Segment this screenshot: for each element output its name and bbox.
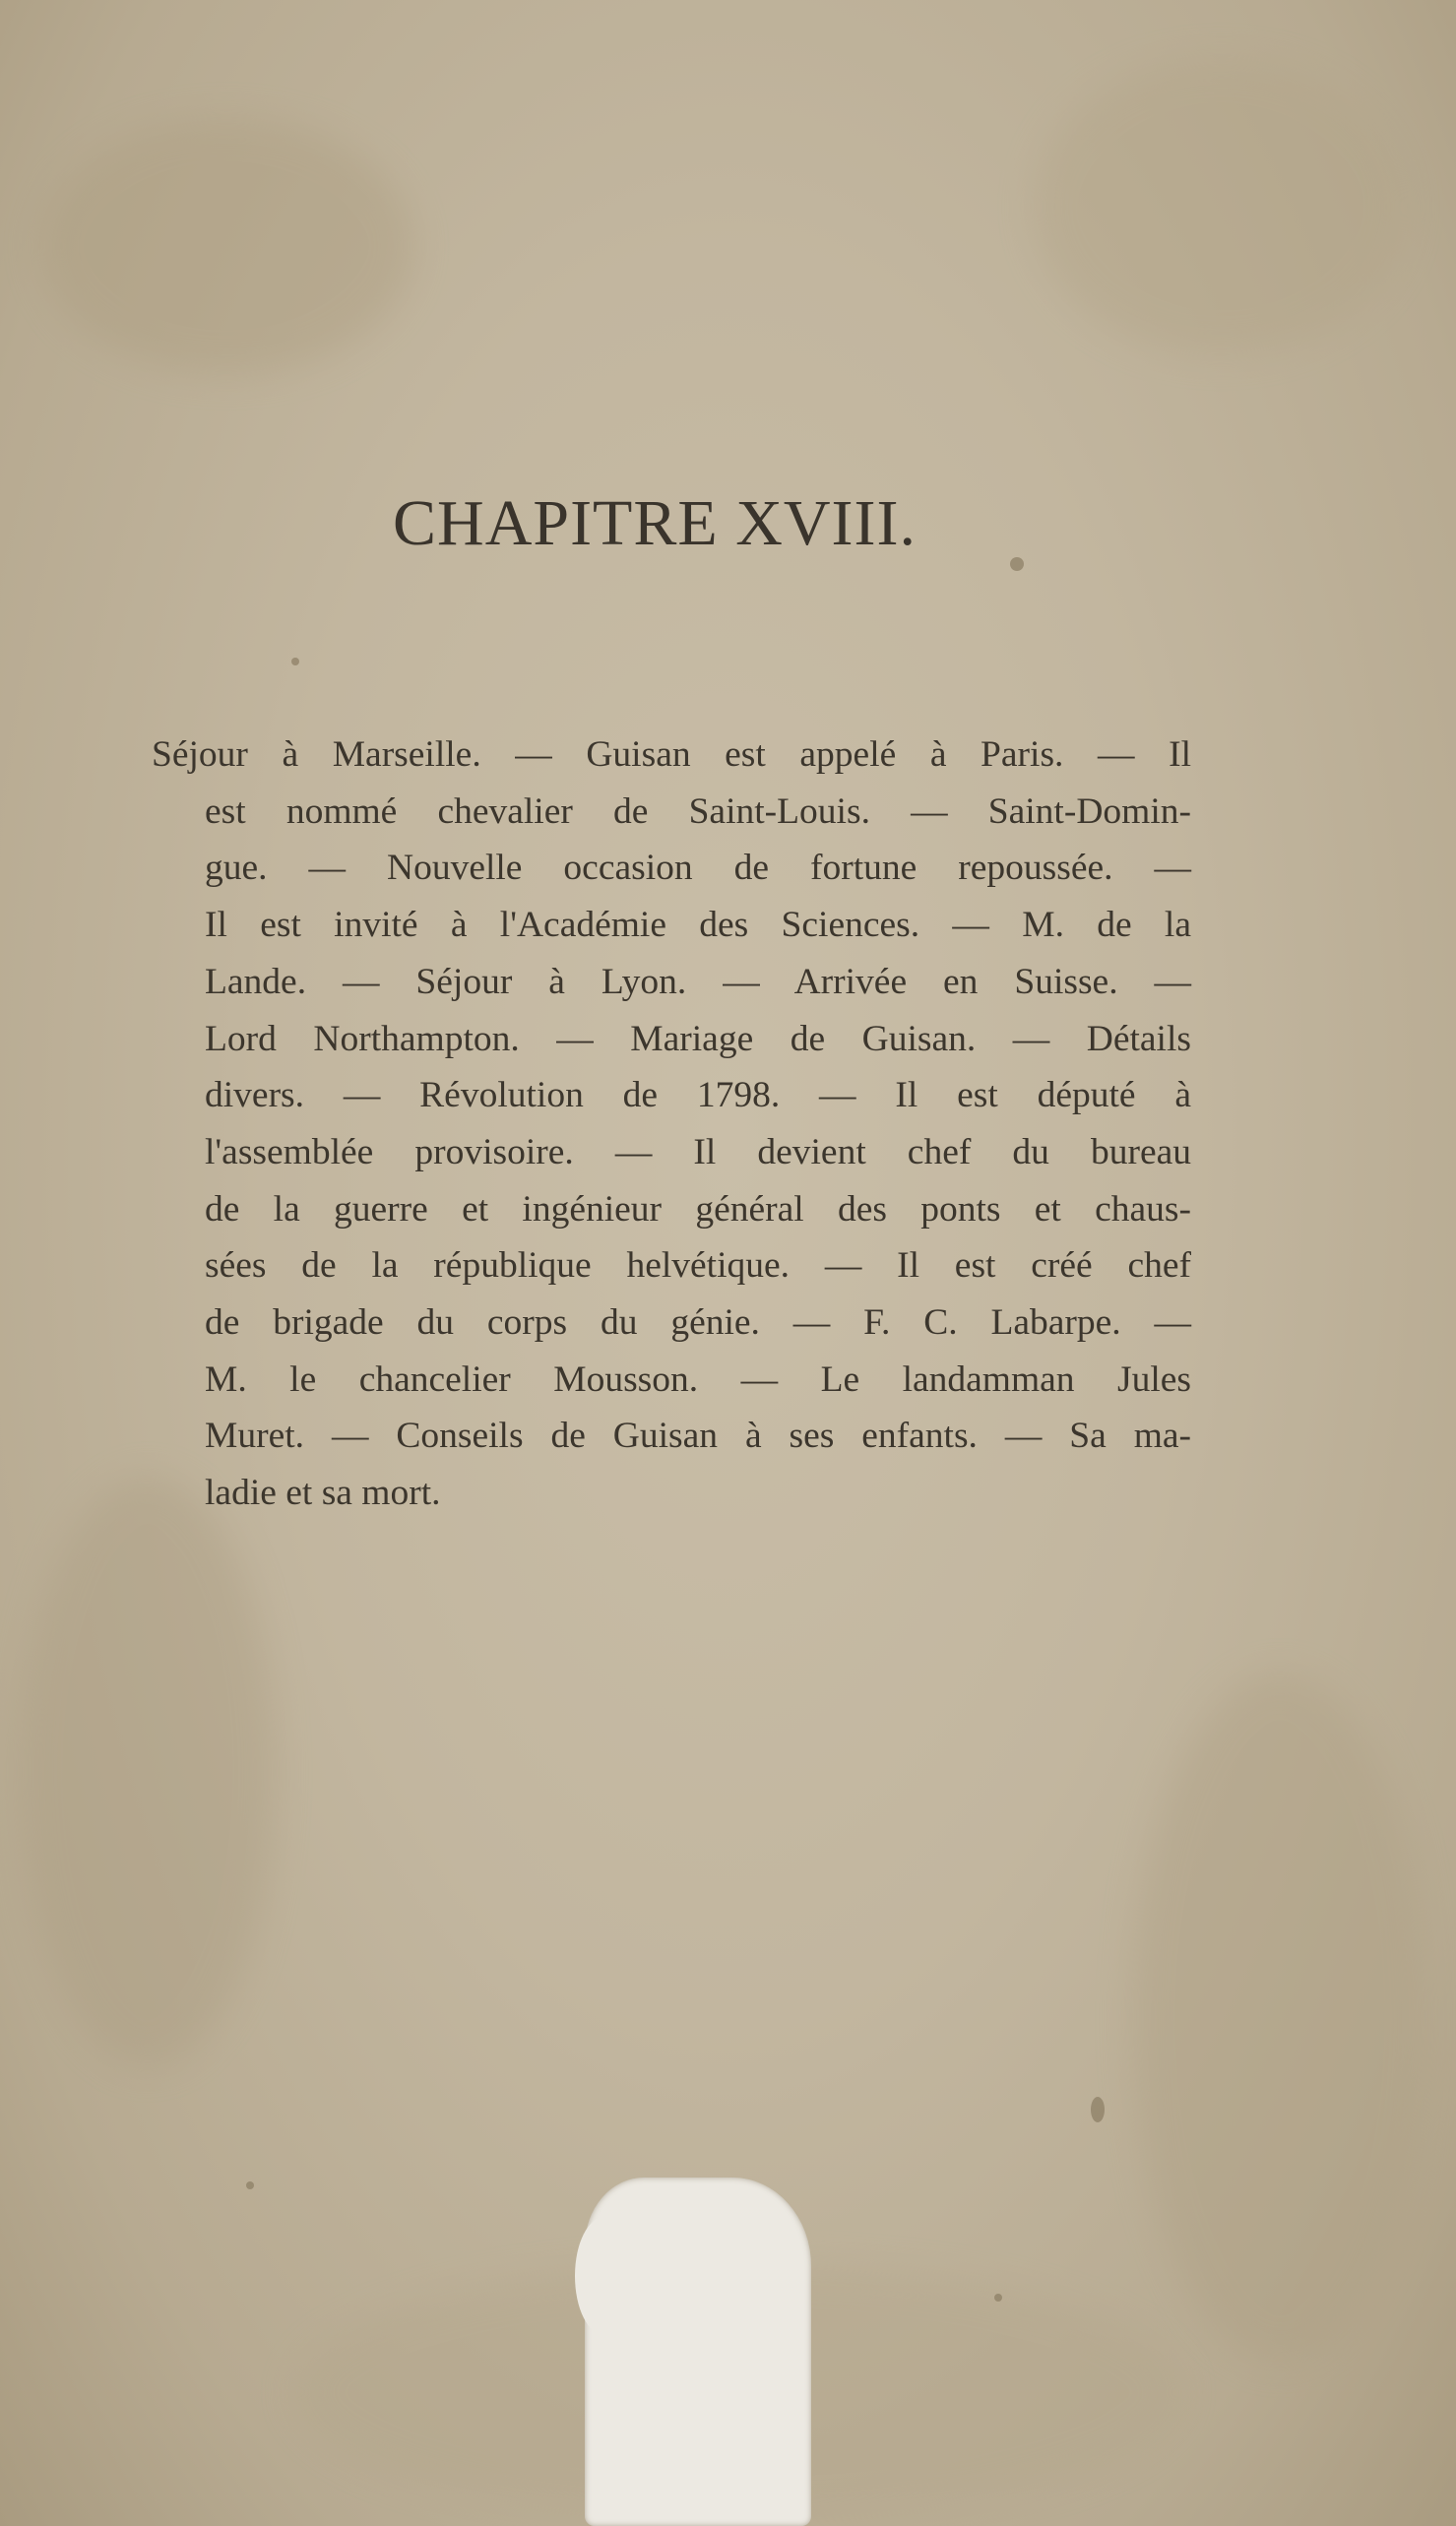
summary-line: Lande. — Séjour à Lyon. — Arrivée en Suisse. — — [205, 961, 1191, 1002]
paper-stain — [1034, 59, 1408, 354]
chapter-summary — [152, 726, 1191, 1522]
summary-line: M. le chancelier Mousson. — Le landamman Jules — [205, 1358, 1191, 1400]
summary-line: de brigade du corps du génie. — F. C. Labarpe. — — [205, 1302, 1191, 1344]
paper-speck — [1091, 2097, 1105, 2122]
paper-stain — [39, 118, 413, 374]
summary-line: Séjour à Marseille. — Guisan est appelé à Paris. — Il — [152, 734, 1191, 775]
paper-speck — [246, 2181, 254, 2189]
summary-line: gue. — Nouvelle occasion de fortune repoussée. — — [205, 848, 1191, 889]
chapter-title: CHAPITRE XVIII. — [393, 487, 917, 559]
summary-line: sées de la république helvétique. — Il est créé chef — [205, 1245, 1191, 1287]
paper-stain — [1132, 1673, 1427, 2363]
paper-stain — [20, 1477, 276, 2067]
paper-speck — [291, 658, 299, 665]
paper-speck — [994, 2294, 1002, 2302]
summary-line: l'assemblée provisoire. — Il devient chef du bureau — [205, 1131, 1191, 1172]
summary-line: ladie et sa mort. — [205, 1473, 441, 1514]
summary-line: Muret. — Conseils de Guisan à ses enfants. — Sa ma- — [205, 1416, 1191, 1457]
summary-line: Lord Northampton. — Mariage de Guisan. — Détails — [205, 1018, 1191, 1059]
summary-line: Il est invité à l'Académie des Sciences. — M. de la — [205, 905, 1191, 946]
summary-line: divers. — Révolution de 1798. — Il est député à — [205, 1075, 1191, 1116]
summary-line: est nommé chevalier de Saint-Louis. — Saint-Domin- — [205, 790, 1191, 832]
torn-paper-patch — [585, 2178, 811, 2526]
summary-line: de la guerre et ingénieur général des ponts et chaus- — [205, 1188, 1191, 1230]
